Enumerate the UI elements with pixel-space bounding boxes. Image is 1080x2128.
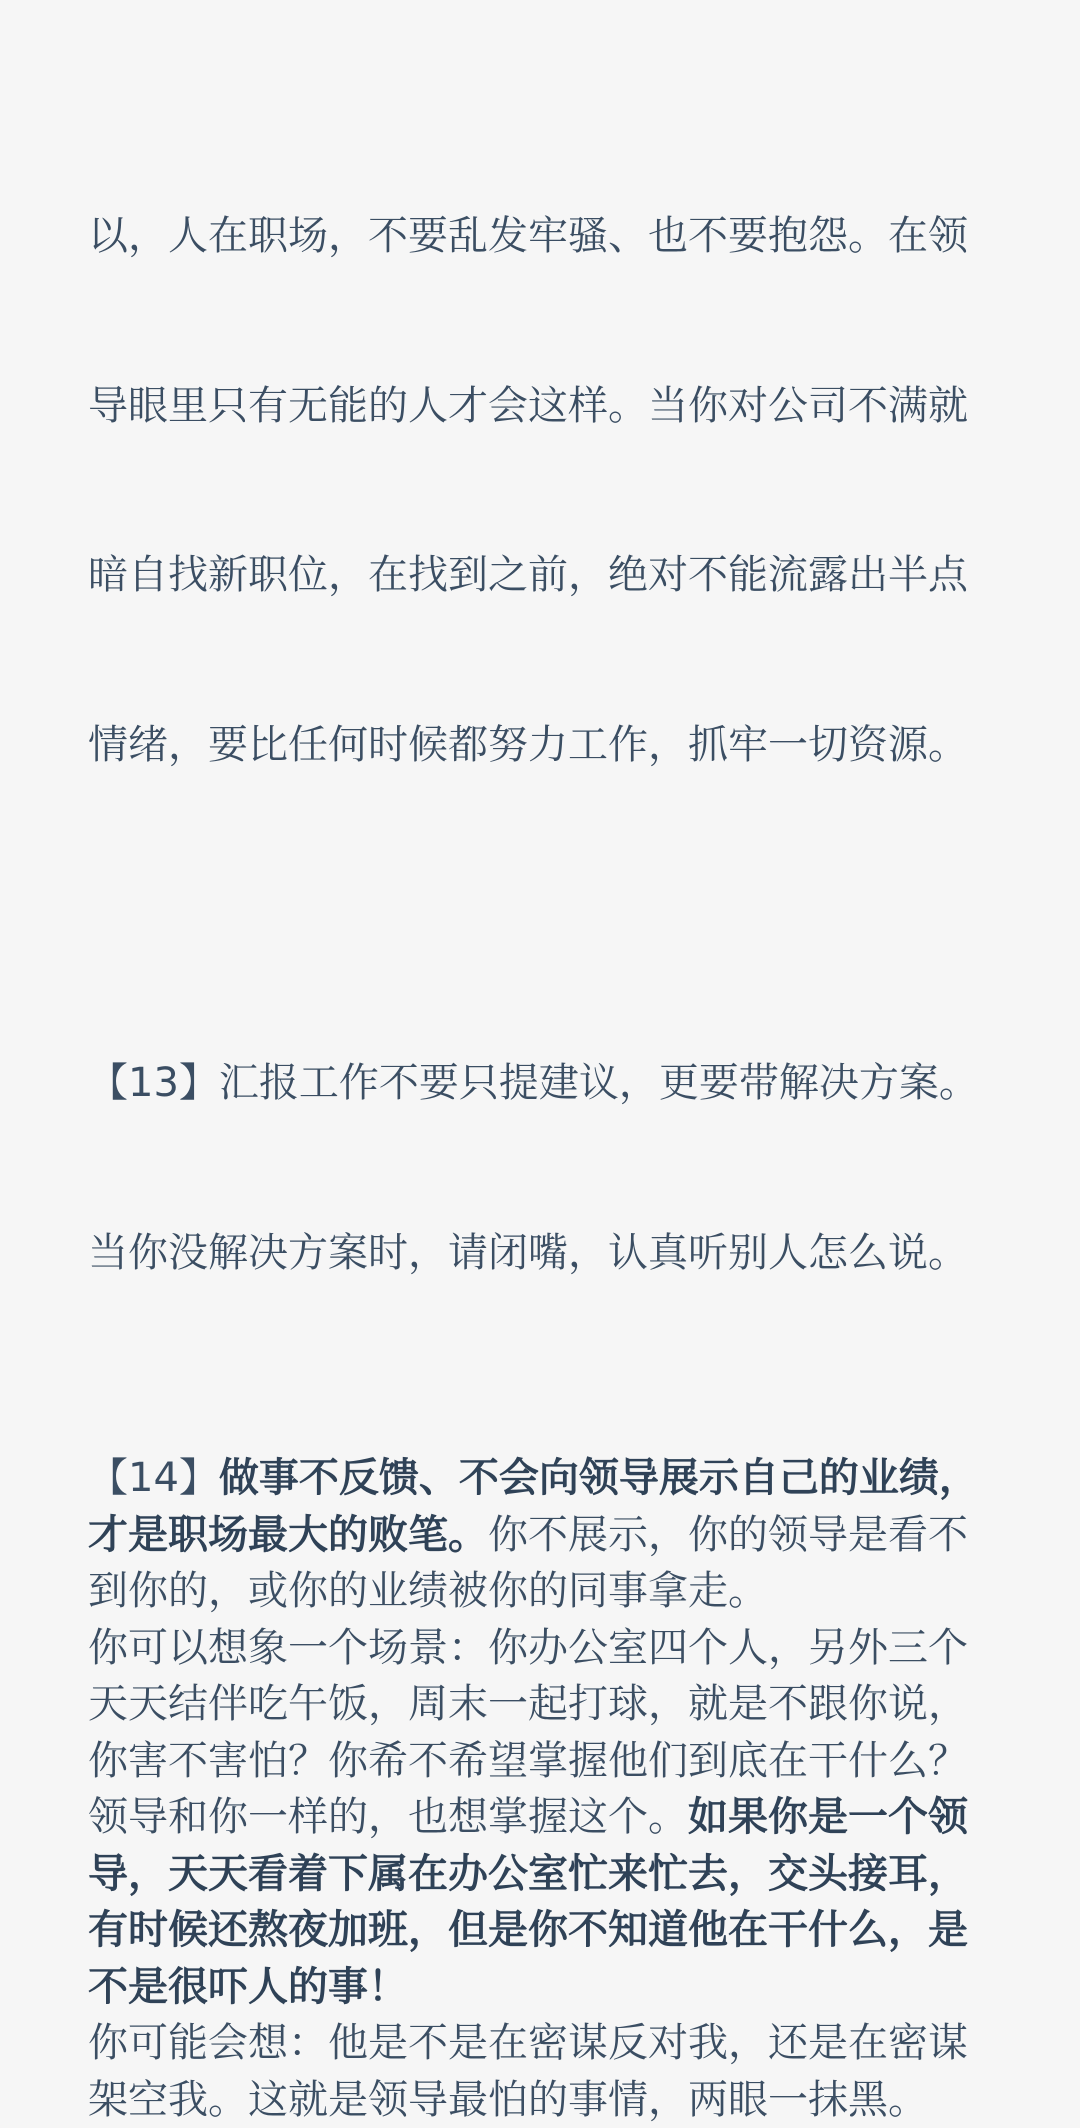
text-line — [88, 1902, 988, 1959]
text-line: 以，人在职场，不要乱发牢骚、也不要抱怨。在领 — [88, 208, 988, 265]
text-line — [88, 1733, 988, 1790]
paragraph-gap — [88, 886, 988, 942]
body-text: 你可能会想：他是不是在密谋反对我，还是在密谋 — [88, 2020, 968, 2066]
text-line — [88, 1450, 988, 1507]
text-line — [88, 1676, 988, 1733]
body-text: 你害不害怕？你希不希望掌握他们到底在干什么？ — [88, 1738, 968, 1784]
article-body — [88, 95, 988, 2128]
body-text: 架空我。这就是领导最怕的事情，两眼一抹黑。 — [88, 2077, 928, 2123]
emphasized-text: 有时候还熬夜加班，但是你不知道他在干什么，是 — [88, 1907, 968, 1953]
text-line — [88, 1846, 988, 1903]
paragraph-14-feedback — [88, 1450, 988, 2128]
body-text: 你不展示，你的领导是看不 — [488, 1512, 968, 1558]
body-text: 【14】 — [88, 1455, 219, 1501]
text-line: 暗自找新职位，在找到之前，绝对不能流露出半点 — [88, 547, 988, 604]
text-line — [88, 1507, 988, 1564]
emphasized-text: 做事不反馈、不会向领导展示自己的业绩， — [219, 1455, 979, 1501]
body-text: 领导和你一样的，也想掌握这个。 — [88, 1794, 688, 1840]
text-line — [88, 1563, 988, 1620]
body-text: 天天结伴吃午饭，周末一起打球，就是不跟你说， — [88, 1681, 968, 1727]
text-line: 情绪，要比任何时候都努力工作，抓牢一切资源。 — [88, 717, 988, 774]
text-line: 导眼里只有无能的人才会这样。当你对公司不满就 — [88, 378, 988, 435]
body-text: 到你的，或你的业绩被你的同事拿走。 — [88, 1568, 768, 1614]
text-line: 【13】汇报工作不要只提建议，更要带解决方案。 — [88, 1055, 988, 1112]
text-line — [88, 2072, 988, 2128]
paragraph-complaints — [88, 95, 988, 886]
text-line — [88, 2015, 988, 2072]
text-line — [88, 1789, 988, 1846]
text-line — [88, 1959, 988, 2016]
emphasized-text: 导，天天看着下属在办公室忙来忙去，交头接耳， — [88, 1851, 968, 1897]
paragraph-13-report-work — [88, 942, 988, 1394]
paragraph-gap — [88, 1394, 988, 1450]
emphasized-text: 才是职场最大的败笔。 — [88, 1512, 488, 1558]
text-line — [88, 1620, 988, 1677]
emphasized-text: 如果你是一个领 — [688, 1794, 968, 1840]
body-text: 你可以想象一个场景：你办公室四个人，另外三个 — [88, 1625, 968, 1671]
text-line: 当你没解决方案时，请闭嘴，认真听别人怎么说。 — [88, 1225, 988, 1282]
emphasized-text: 不是很吓人的事！ — [88, 1964, 408, 2010]
